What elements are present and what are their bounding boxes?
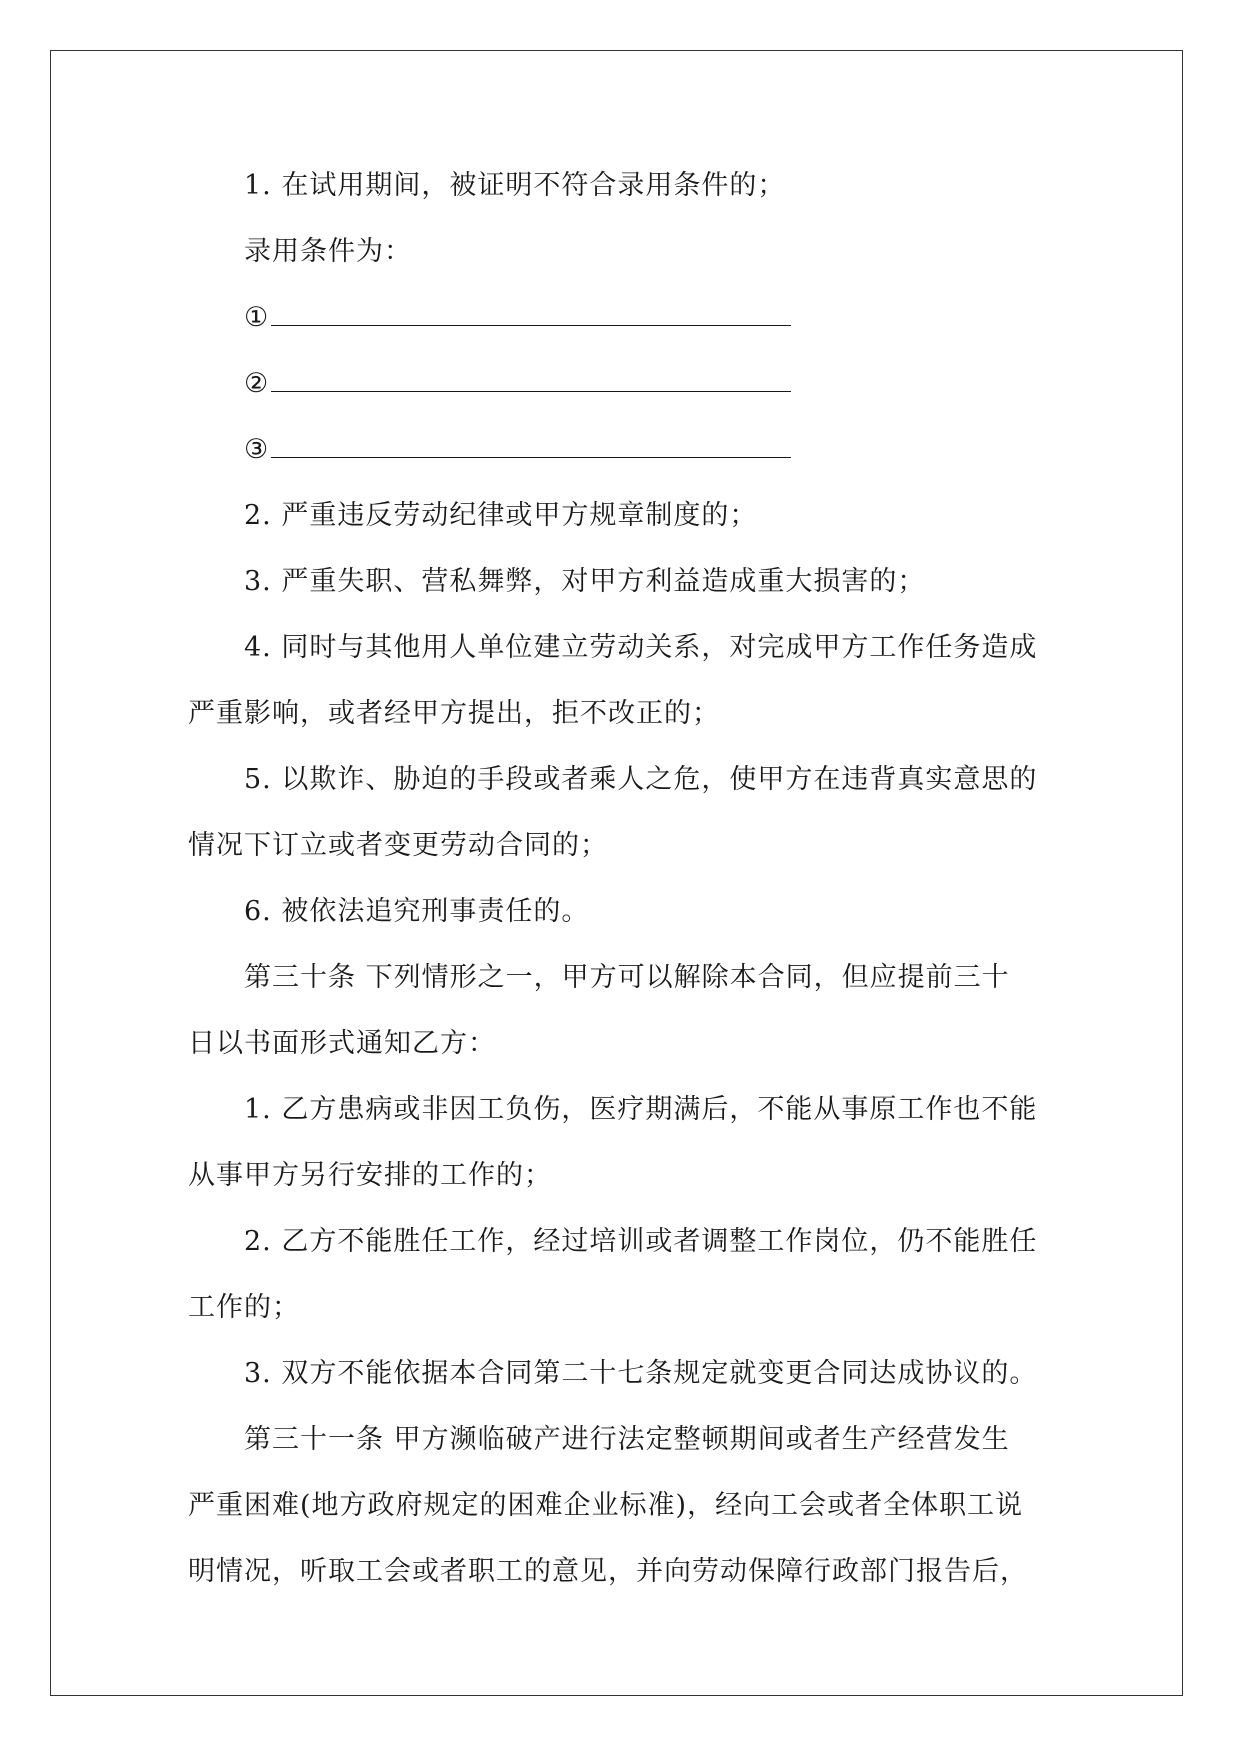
article-30-item-1-cont: 从事甲方另行安排的工作的； [188,1160,552,1191]
document-body [188,153,1068,1605]
circled-number: ③ [244,434,270,465]
clause-item-6: 6. 被依法追究刑事责任的。 [244,896,590,927]
article-30-item-3: 3. 双方不能依据本合同第二十七条规定就变更合同达成协议的。 [244,1358,1038,1389]
article-30-item-2: 2. 乙方不能胜任工作，经过培训或者调整工作岗位，仍不能胜任 [244,1226,1038,1257]
clause-item-5: 5. 以欺诈、胁迫的手段或者乘人之危，使甲方在违背真实意思的 [244,764,1038,795]
condition-blank-3 [188,417,1068,483]
hiring-conditions-label: 录用条件为： [244,236,412,267]
fill-in-line [271,437,791,458]
article-31-cont-1: 严重困难(地方政府规定的困难企业标准)，经向工会或者全体职工说 [188,1490,1024,1521]
article-31: 第三十一条 甲方濒临破产进行法定整顿期间或者生产经营发生 [244,1424,1010,1455]
clause-item-5-cont: 情况下订立或者变更劳动合同的； [188,830,608,861]
article-30-cont: 日以书面形式通知乙方： [188,1028,496,1059]
article-31-cont-2: 明情况，听取工会或者职工的意见，并向劳动保障行政部门报告后， [188,1556,1028,1587]
clause-item-4: 4. 同时与其他用人单位建立劳动关系，对完成甲方工作任务造成 [244,632,1038,663]
article-30-item-1: 1. 乙方患病或非因工负伤，医疗期满后，不能从事原工作也不能 [244,1094,1038,1125]
condition-blank-1 [188,285,1068,351]
article-30-item-2-cont: 工作的； [188,1292,300,1323]
condition-blank-2 [188,351,1068,417]
clause-item-1: 1. 在试用期间，被证明不符合录用条件的； [244,170,786,201]
clause-item-4-cont: 严重影响，或者经甲方提出，拒不改正的； [188,698,720,729]
article-30: 第三十条 下列情形之一，甲方可以解除本合同，但应提前三十 [244,962,1010,993]
fill-in-line [271,305,791,326]
clause-item-3: 3. 严重失职、营私舞弊，对甲方利益造成重大损害的； [244,566,926,597]
fill-in-line [271,371,791,392]
circled-number: ② [244,368,270,399]
clause-item-2: 2. 严重违反劳动纪律或甲方规章制度的； [244,500,758,531]
circled-number: ① [244,302,270,333]
